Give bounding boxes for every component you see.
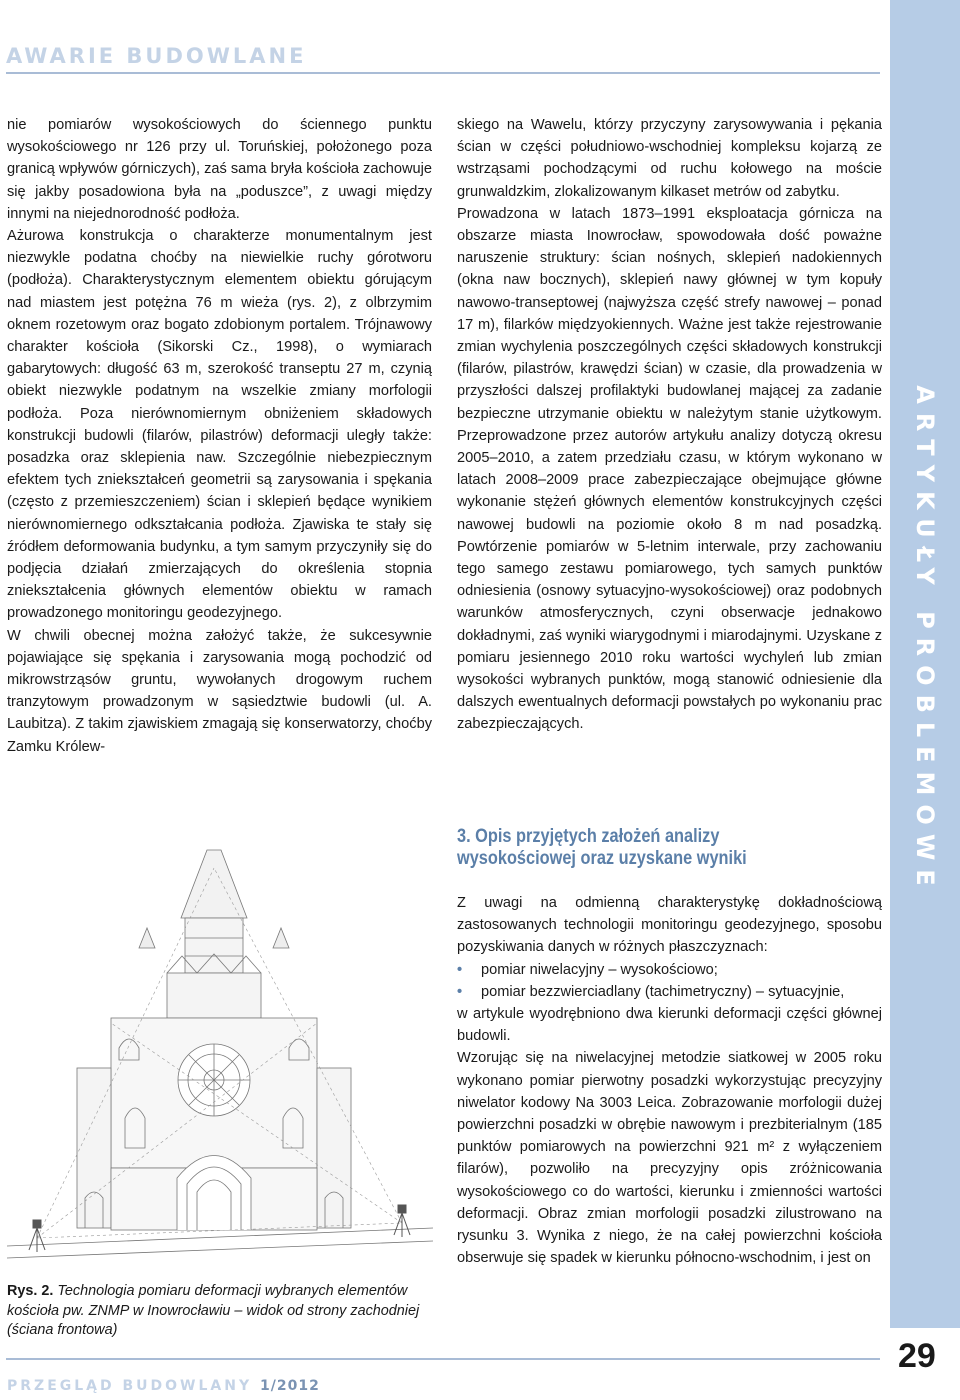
caption-text: Technologia pomiaru deformacji wybranych elementów kościoła pw. ZNMP w Inowrocławiu – widok od strony zachodniej (ściana frontowa): [7, 1283, 420, 1338]
right-column-top: [457, 114, 882, 736]
footer-divider: [6, 1358, 880, 1360]
journal-issue: 1/2012: [260, 1378, 320, 1394]
bullet-icon: •: [457, 961, 463, 978]
bullet-item: [457, 981, 882, 1003]
left-column: [7, 114, 432, 758]
paragraph: Prowadzona w latach 1873–1991 eksploatacja górnicza na obszarze miasta Inowrocław, spowodowała dość poważne naruszenie struktury: ścian nośnych, sklepień nadokiennych (okna naw bocznych), sklepień nawy głównej w tym kopuły nawowo-transeptowej (najwyższa część strefy nawowej – ponad 17 m), filarków międzyokiennych. Ważne jest także rejestrowanie zmian wychylenia poszczególnych części składowych konstrukcji (filarów, pilastrów, krawędzi ścian) w czasie, dla prowadzenia w przyszłości dalszej profilaktyki budowlanej mającej za zadanie bezpieczne utrzymanie obiektu w należytym stanie użytkowym. Przeprowadzone przez autorów artykułu analizy dotyczą okresu 2005–2010, a zatem przedziału czasu, w którym wykonano w latach 2008–2009 prace zabezpieczające obejmujące główne wykonanie stężeń głównych elementów konstrukcyjnych części nawowej budowli na poziomie około 8 m nad posadzką. Powtórzenie pomiarów w 5-letnim interwale, przy zachowaniu tego samego zestawu pomiarowego, tych samych punktów odniesienia (osnowy sytuacyjno-wysokościowej) oraz podobnych warunków atmosferycznych, czyni obserwacje jednakowo dokładnymi, zaś wyniki wiarygodnymi i miarodajnymi. Uzyskane z pomiaru jesiennego 2010 roku wartości wychyleń lub zmian wysokości wybranych punktów, mogą stanowić odniesienie dla dalszych ewentualnych deformacji powstałych po wykonaniu prac zabezpieczających.: [457, 205, 882, 733]
section-title: AWARIE BUDOWLANE: [6, 44, 307, 68]
paragraph: w artykule wyodrębniono dwa kierunki deformacji części głównej budowli.: [457, 1006, 882, 1045]
journal-name: PRZEGLĄD BUDOWLANY: [7, 1378, 253, 1394]
side-tab: [890, 0, 960, 1328]
right-column-bottom: [457, 892, 882, 1269]
bullet-text: pomiar niwelacyjny – wysokościowo;: [481, 961, 718, 978]
paragraph: skiego na Wawelu, którzy przyczyny zarysowywania i pękania ścian w części południowo-wschodniej kompleksu kojarzą ze wstrząsami pochodzącymi od ruchu kołowego na moście grunwaldzkim, zlokalizowanym kilkaset metrów od zabytku.: [457, 117, 882, 200]
paragraph: Z uwagi na odmienną charakterystykę dokładnościową zastosowanych technologii monitoringu geodezyjnego, sposobu pozyskiwania danych w różnych płaszczyznach:: [457, 895, 882, 956]
heading-line: 3. Opis przyjętych założeń analizy: [457, 826, 720, 847]
church-drawing: [7, 848, 433, 1268]
section-header: [6, 38, 880, 74]
figure-caption: [7, 1282, 433, 1341]
bullet-text: pomiar bezzwierciadlany (tachimetryczny) – sytuacyjnie,: [481, 983, 845, 1000]
bullet-icon: •: [457, 983, 463, 1000]
paragraph: nie pomiarów wysokościowych do ściennego punktu wysokościowego nr 126 przy ul. Toruńskiej, położonego poza granicą wpływów górniczych), zaś sama bryła kościoła zachowuje się jakby posadowiona była na „poduszce”, z uwagi między innymi na niejednorodność podłoża.: [7, 117, 433, 222]
caption-label: Rys. 2.: [7, 1283, 54, 1299]
bullet-item: [457, 959, 882, 981]
footer-journal: [7, 1378, 320, 1394]
paragraph: Ażurowa konstrukcja o charakterze monumentalnym jest niezwykle podatna choćby na niewielkie ruchy górotworu (podłoża). Charakterystycznym elementem obiektu górującym nad miastem jest potężna 76 m wieża (rys. 2), z olbrzymim oknem rozetowym oraz bogato zdobionym portalem. Trójnawowy charakter kościoła (Sikorski Cz., 1998), o wymiarach gabarytowych: długość 63 m, szerokość transeptu 27 m, czynią obiekt niezwykle podatnym na wszelkie zmiany morfologii podłoża. Poza nierównomiernym obniżeniem składowych konstrukcji budowli (filarów, pilastrów) deformacji uległy także: posadzka oraz sklepienia naw. Szczególnie niebezpiecznym efektem tych zniekształceń geometrii są zarysowania i spękania (często z przemieszczeniem) ścian i sklepień będące wynikiem nierównomiernego odkształcania podłoża. Zjawiska te stały się źródłem deformowania budynku, a tym samym przyczyniły się do podjęcia działań zmierzających do określenia stopnia zniekształcenia głównych elementów obiektu w ramach prowadzonego monitoringu geodezyjnego.: [7, 228, 432, 622]
paragraph: Wzorując się na niwelacyjnej metodzie siatkowej w 2005 roku wykonano pomiar pierwotny posadzki wykorzystując precyzyjny niwelator kodowy Na 3003 Leica. Zobrazowanie morfologii dużej powierzchni posadzki w obrębie nawowym i prezbiterialnym (185 punktów pomiarowych na powierzchni 921 m² z wyłączeniem filarów), pozwoliło na precyzyjny opis zróżnicowania wysokościowego co do wartości, kierunku i zmienności wartości deformacji. Obraz zmian morfologii posadzki zilustrowano na rysunku 3. Wynika z niego, że na całej powierzchni kościoła obserwuje się spadek w kierunku północno-wschodnim, i jest on: [457, 1050, 882, 1267]
page-number: 29: [898, 1337, 936, 1375]
side-tab-label: ARTYKUŁY PROBLEMOWE: [911, 385, 939, 895]
church-figure: [7, 848, 433, 1268]
heading-line: wysokościowej oraz uzyskane wyniki: [457, 848, 747, 869]
paragraph: W chwili obecnej można założyć także, że sukcesywnie pojawiające się spękania i zarysowania mogą pochodzić od mikrowstrząsów gruntu, wywołanych drogowym ruchem tranzytowym prowadzonym w sąsiedztwie budowli (ul. A. Laubitza). Z takim zjawiskiem zmagają się konserwatorzy, choćby Zamku Królew-: [7, 627, 432, 755]
section-heading: [457, 826, 823, 870]
